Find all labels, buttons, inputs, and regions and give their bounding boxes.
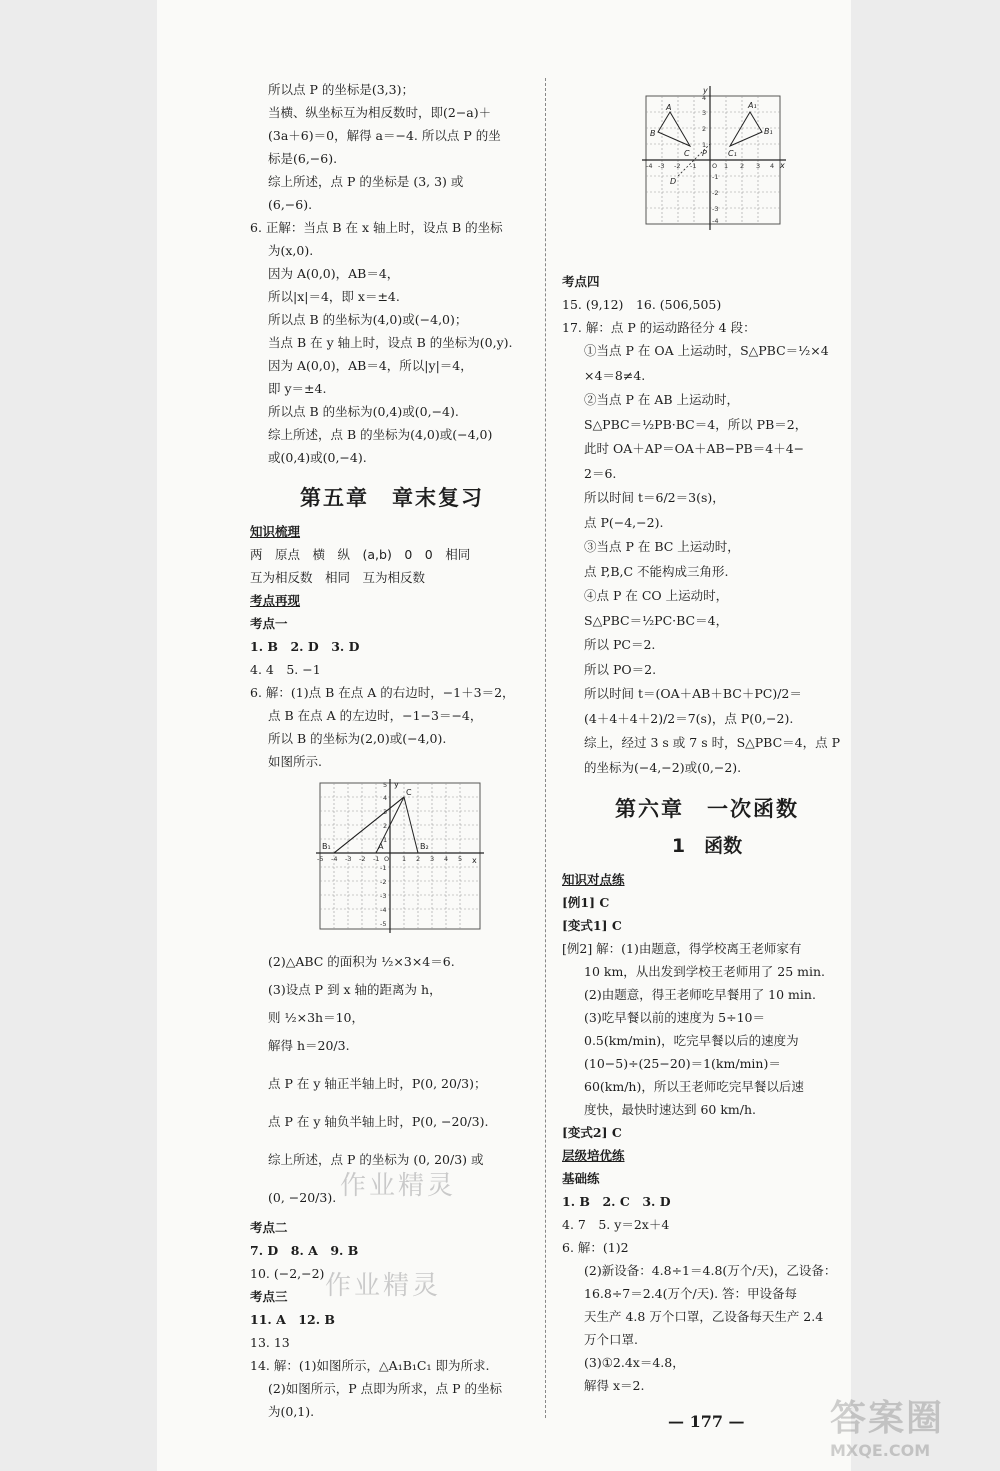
graph1-y-tick: 4	[383, 794, 388, 802]
graph1-x-tick: -4	[331, 855, 338, 863]
text-line: 所以时间 t＝6/2＝3(s)，	[584, 490, 725, 505]
kd3-heading: 考点三	[250, 1289, 288, 1304]
graph1-y-tick: -5	[380, 920, 387, 928]
text-line: 6. 正解：当点 B 在 x 轴上时，设点 B 的坐标	[250, 220, 503, 235]
text-line: 17. 解：点 P 的运动路径分 4 段：	[562, 320, 756, 335]
text-line: 所以|x|＝4，即 x＝±4.	[268, 289, 400, 304]
text-line: 因为 A(0,0)，AB＝4，所以|y|＝4，	[268, 358, 473, 373]
text-line: (2)由题意，得王老师吃早餐用了 10 min.	[584, 987, 816, 1002]
text-line: 2＝6.	[584, 465, 617, 481]
review-tag: 考点再现	[250, 593, 301, 608]
text-line: 点 P(−4,−2).	[584, 514, 664, 530]
graph2-x-tick: -2	[674, 162, 681, 170]
graph1-axis-x: x	[472, 856, 477, 865]
text-line: (2)如图所示，P 点即为所求，点 P 的坐标	[268, 1381, 502, 1396]
text-line: 综上所述，点 P 的坐标是 (3, 3) 或	[268, 174, 464, 189]
graph2-y-tick: 4	[702, 94, 707, 102]
text-line: 如图所示.	[268, 754, 322, 769]
knowledge-tag: 知识梳理	[250, 524, 301, 539]
graph2-label-c1: C₁	[728, 149, 737, 158]
graph2-x-tick: 3	[756, 162, 761, 170]
text-line: 6. 解：(1)2	[562, 1240, 629, 1255]
graph1-x-tick: -5	[317, 855, 324, 863]
text-line: 则 ½×3h＝10，	[268, 1010, 364, 1025]
graph1-label-b1: B₁	[322, 842, 331, 851]
text-line: 所以点 B 的坐标为(0,4)或(0,−4).	[268, 404, 459, 419]
text-line: 度快，最快时速达到 60 km/h.	[584, 1102, 757, 1117]
kd2-heading: 考点二	[250, 1220, 288, 1235]
graph2-y-tick: 2	[702, 125, 707, 133]
graph1-y-tick: -1	[380, 864, 387, 872]
text-line: 此时 OA＋AP＝OA＋AB−PB＝4＋4−	[584, 441, 805, 456]
graph1-x-tick: -2	[359, 855, 366, 863]
page-watermark-1: 作业精灵	[340, 1171, 457, 1201]
text-line: 天生产 4.8 万个口罩，乙设备每天生产 2.4	[584, 1309, 824, 1324]
text-line: 4. 7 5. y＝2x＋4	[562, 1217, 670, 1232]
graph1-x-tick: 5	[458, 855, 463, 863]
text-line: [例2] 解：(1)由题意，得学校离王老师家有	[562, 941, 802, 956]
graph2-x-tick: O	[712, 162, 718, 170]
column-divider	[545, 78, 546, 1418]
text-line: (6,−6).	[268, 197, 313, 212]
text-line: ③当点 P 在 BC 上运动时，	[584, 539, 740, 554]
text-line: 所以点 P 的坐标是(3,3)；	[268, 82, 414, 97]
text-line: 点 P 在 y 轴负半轴上时，P(0, −20/3).	[268, 1114, 489, 1129]
text-line: 15. (9,12) 16. (506,505)	[562, 297, 722, 312]
graph2-x-tick: -3	[658, 162, 665, 170]
graph-2-svg	[640, 84, 790, 234]
text-line: 所以 PC＝2.	[584, 637, 656, 652]
graph2-axis-y: y	[703, 86, 708, 95]
text-line: 60(km/h)，所以王老师吃完早餐以后速	[584, 1079, 804, 1094]
chapter-5-title: 第五章 章末复习	[300, 486, 484, 510]
text-line: (2)新设备：4.8÷1＝4.8(万个/天)，乙设备：	[584, 1263, 837, 1278]
knowledge-line: 两 原点 横 纵 (a,b) 0 0 相同	[250, 547, 471, 562]
site-watermark	[830, 1390, 1000, 1470]
text-line: 1. B 2. C 3. D	[562, 1194, 671, 1209]
text-line: 综上，经过 3 s 或 7 s 时，S△PBC＝4，点 P	[584, 735, 840, 750]
text-line: 13. 13	[250, 1335, 290, 1350]
text-line: 的坐标为(−4,−2)或(0,−2).	[584, 759, 742, 775]
text-line: (3a＋6)＝0，解得 a＝−4. 所以点 P 的坐	[268, 128, 501, 143]
watermark-url: MXQE.COM	[830, 1441, 931, 1460]
graph2-label-a: A	[666, 103, 672, 112]
graph2-label-c: C	[684, 149, 690, 158]
graph2-label-a1: A₁	[748, 101, 757, 110]
text-line: 综上所述，点 P 的坐标为 (0, 20/3) 或	[268, 1152, 484, 1167]
graph1-label-a: A	[378, 842, 384, 851]
text-line: 为(0,1).	[268, 1404, 315, 1419]
graph2-y-tick: -1	[712, 173, 719, 181]
graph2-y-tick: 1	[702, 141, 707, 149]
kd4-heading: 考点四	[562, 274, 600, 289]
text-line: 6. 解：(1)点 B 在点 A 的右边时，−1＋3＝2，	[250, 685, 515, 700]
text-line: [变式2] C	[562, 1125, 622, 1140]
coordinate-graph-1	[250, 777, 534, 944]
text-line: 1. B 2. D 3. D	[250, 639, 360, 654]
text-line: 因为 A(0,0)，AB＝4，	[268, 266, 400, 281]
graph2-label-d: D	[670, 177, 677, 186]
graph2-label-b1: B₁	[764, 127, 773, 136]
graph2-x-tick: 4	[770, 162, 775, 170]
practice-tag: 知识对点练	[562, 872, 625, 887]
graph2-x-tick: -4	[646, 162, 653, 170]
text-line: 当横、纵坐标互为相反数时，即(2−a)＋	[268, 105, 492, 120]
graph1-x-tick: -1	[373, 855, 380, 863]
text-line: S△PBC＝½PC·BC＝4，	[584, 612, 729, 628]
text-line: (10−5)÷(25−20)＝1(km/min)＝	[584, 1056, 781, 1071]
text-line: 解得 h＝20/3.	[268, 1038, 350, 1053]
graph1-label-b2: B₂	[420, 842, 429, 851]
graph-1-svg	[312, 777, 487, 937]
graph2-y-tick: -3	[712, 205, 719, 213]
graph1-y-tick: 1	[383, 836, 388, 844]
left-lines-a	[250, 78, 534, 216]
graph2-x-tick: -1	[690, 162, 697, 170]
text-line: (3)设点 P 到 x 轴的距离为 h，	[268, 982, 442, 997]
text-line: 所以 B 的坐标为(2,0)或(−4,0).	[268, 731, 447, 746]
kd1-heading: 考点一	[250, 616, 288, 631]
text-line: 点 P,B,C 不能构成三角形.	[584, 563, 729, 579]
basic-tag: 基础练	[562, 1171, 600, 1186]
graph2-label-p: P	[702, 149, 707, 158]
graph1-y-tick: -3	[380, 892, 387, 900]
text-line: 万个口罩.	[584, 1332, 638, 1347]
text-line: 10 km，从出发到学校王老师用了 25 min.	[584, 964, 826, 979]
text-line: 或(0,4)或(0,−4).	[268, 450, 367, 465]
text-line: 标是(6,−6).	[268, 151, 338, 166]
section-1-title: 1 函数	[671, 835, 743, 857]
graph1-y-tick: -2	[380, 878, 387, 886]
level-tag: 层级培优练	[562, 1148, 625, 1163]
text-line: 4. 4 5. −1	[250, 662, 321, 677]
page-number: — 177 —	[668, 1412, 745, 1431]
text-line: 综上所述，点 B 的坐标为(4,0)或(−4,0)	[268, 427, 493, 442]
text-line: 点 B 在点 A 的左边时，−1−3＝−4，	[268, 708, 483, 723]
right-column	[562, 270, 852, 1397]
text-line: 当点 B 在 y 轴上时，设点 B 的坐标为(0,y).	[268, 335, 513, 350]
text-line: [变式1] C	[562, 918, 622, 933]
graph2-y-tick: -2	[712, 189, 719, 197]
chapter-6-title: 第六章 一次函数	[615, 797, 799, 821]
text-line: 14. 解：(1)如图所示，△A₁B₁C₁ 即为所求.	[250, 1358, 490, 1373]
text-line: 解得 x＝2.	[584, 1378, 645, 1393]
text-line: 11. A 12. B	[250, 1312, 335, 1327]
graph1-axis-y: y	[394, 780, 399, 789]
knowledge-line: 互为相反数 相同 互为相反数	[250, 570, 426, 585]
graph1-x-tick: -3	[345, 855, 352, 863]
text-line: (2)△ABC 的面积为 ½×3×4＝6.	[268, 954, 455, 969]
graph1-x-tick: 1	[402, 855, 407, 863]
coordinate-graph-2	[640, 84, 790, 238]
text-line: (4＋4＋4＋2)/2＝7(s)，点 P(0,−2).	[584, 710, 794, 726]
text-line: ④点 P 在 CO 上运动时，	[584, 588, 729, 603]
text-line: 0.5(km/min)，吃完早餐以后的速度为	[584, 1033, 799, 1048]
graph1-x-tick: 4	[444, 855, 449, 863]
text-line: S△PBC＝½PB·BC＝4，所以 PB＝2，	[584, 416, 808, 432]
left-column	[250, 78, 534, 1423]
text-line: 所以点 B 的坐标为(4,0)或(−4,0)；	[268, 312, 468, 327]
text-line: 点 P 在 y 轴正半轴上时，P(0, 20/3)；	[268, 1076, 487, 1091]
text-line: 即 y＝±4.	[268, 381, 327, 396]
graph1-y-tick: 5	[383, 781, 388, 789]
text-line: 所以时间 t＝(OA＋AB＋BC＋PC)/2＝	[584, 686, 802, 701]
text-line: 为(x,0).	[268, 243, 314, 258]
text-line: 10. (−2,−2)	[250, 1266, 325, 1281]
graph2-axis-x: x	[780, 161, 785, 170]
graph1-label-c: C	[406, 788, 412, 797]
graph1-y-tick: 3	[383, 808, 388, 816]
text-line: ②当点 P 在 AB 上运动时，	[584, 392, 740, 407]
text-line: (3)吃早餐以前的速度为 5÷10＝	[584, 1010, 766, 1025]
graph1-x-tick: 3	[430, 855, 435, 863]
graph2-x-tick: 2	[740, 162, 745, 170]
graph1-x-tick: O	[384, 855, 390, 863]
page-watermark-2: 作业精灵	[325, 1271, 442, 1301]
graph2-y-tick: -4	[712, 217, 719, 225]
graph2-label-b: B	[650, 129, 656, 138]
text-line: 16.8÷7＝2.4(万个/天). 答：甲设备每	[584, 1286, 798, 1301]
graph1-y-tick: -4	[380, 906, 387, 914]
graph1-y-tick: 2	[383, 822, 388, 830]
text-line: 所以 PO＝2.	[584, 661, 657, 677]
text-line: 7. D 8. A 9. B	[250, 1243, 359, 1258]
text-line: ×4＝8≠4.	[584, 367, 646, 383]
graph1-x-tick: 2	[416, 855, 421, 863]
text-line: (3)①2.4x＝4.8，	[584, 1355, 685, 1370]
graph2-y-tick: 3	[702, 109, 707, 117]
text-line: (0, −20/3).	[268, 1190, 337, 1205]
graph2-x-tick: 1	[724, 162, 729, 170]
text-line: ①当点 P 在 OA 上运动时，S△PBC＝½×4	[584, 343, 829, 358]
watermark-text: 答案圈	[830, 1398, 945, 1439]
text-line: [例1] C	[562, 895, 610, 910]
